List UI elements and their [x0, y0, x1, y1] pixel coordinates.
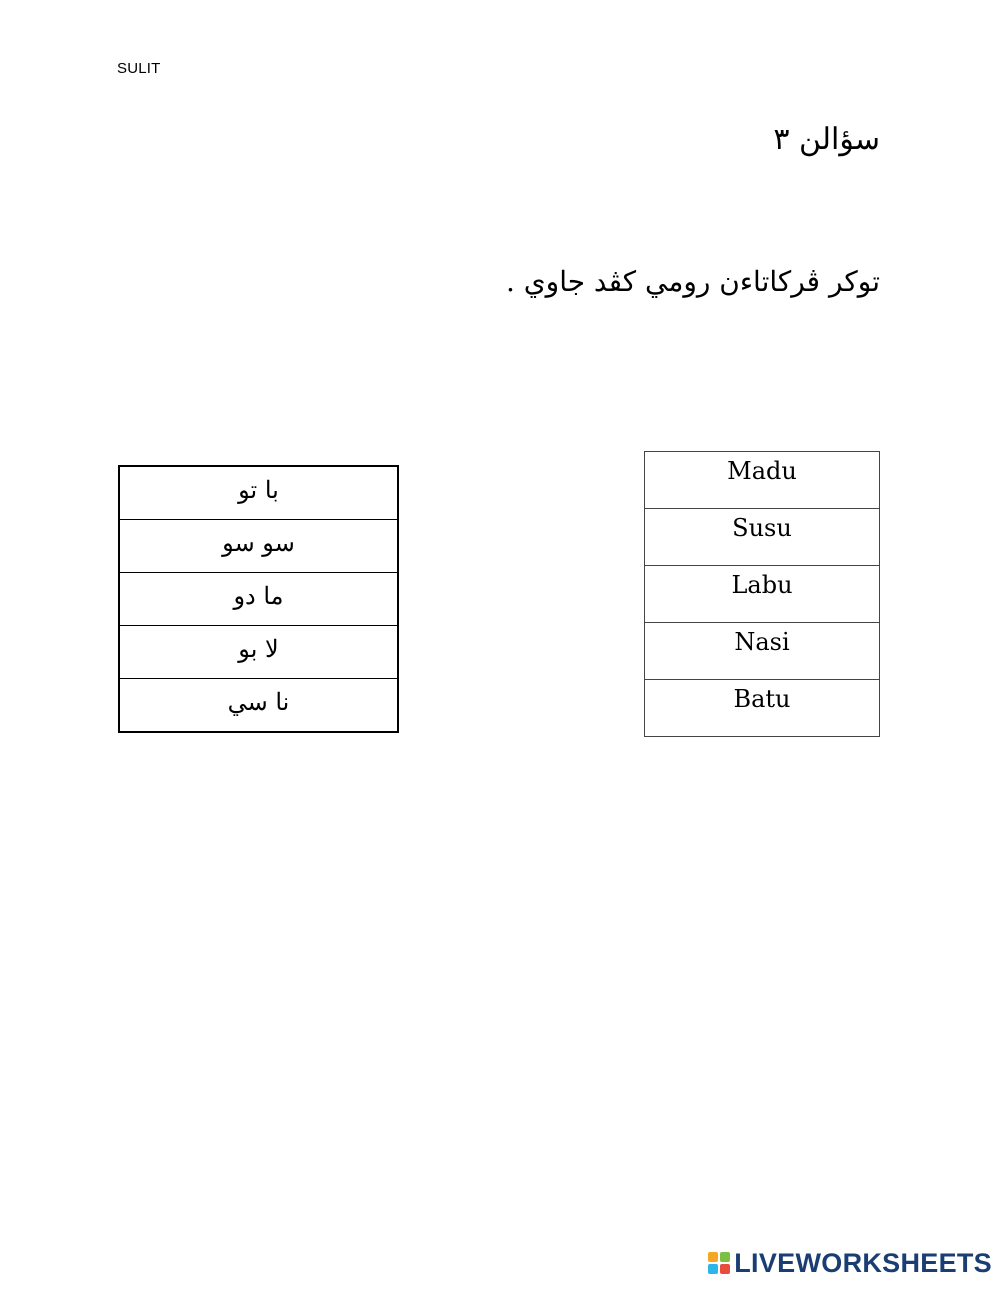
table-row — [119, 573, 398, 626]
rumi-word-cell: Nasi — [645, 623, 880, 680]
logo-square — [708, 1264, 718, 1274]
jawi-word-cell: سو سو — [119, 520, 398, 573]
jawi-word-table — [118, 465, 399, 733]
rumi-word-cell: Madu — [645, 452, 880, 509]
question-title: سؤالن ٣ — [773, 122, 880, 157]
liveworksheets-logo — [708, 1249, 992, 1277]
logo-square — [720, 1264, 730, 1274]
jawi-word-cell: با تو — [119, 466, 398, 520]
rumi-word-cell: Susu — [645, 509, 880, 566]
table-row — [645, 566, 880, 623]
logo-text: LIVEWORKSHEETS — [734, 1248, 992, 1278]
table-row — [645, 509, 880, 566]
table-row — [119, 520, 398, 573]
table-row — [119, 626, 398, 679]
rumi-word-cell: Labu — [645, 566, 880, 623]
logo-mark-icon — [708, 1252, 730, 1274]
table-row — [645, 680, 880, 737]
table-row — [645, 623, 880, 680]
jawi-word-cell: نا سي — [119, 679, 398, 733]
logo-square — [708, 1252, 718, 1262]
rumi-word-table — [644, 451, 880, 737]
jawi-word-cell: ما دو — [119, 573, 398, 626]
jawi-word-cell: لا بو — [119, 626, 398, 679]
rumi-word-cell: Batu — [645, 680, 880, 737]
table-row — [119, 679, 398, 733]
header-label: SULIT — [117, 60, 161, 77]
table-row — [645, 452, 880, 509]
instruction-text: توكر ڤركاتاءن رومي كڤد جاوي . — [505, 265, 880, 298]
logo-square — [720, 1252, 730, 1262]
table-row — [119, 466, 398, 520]
